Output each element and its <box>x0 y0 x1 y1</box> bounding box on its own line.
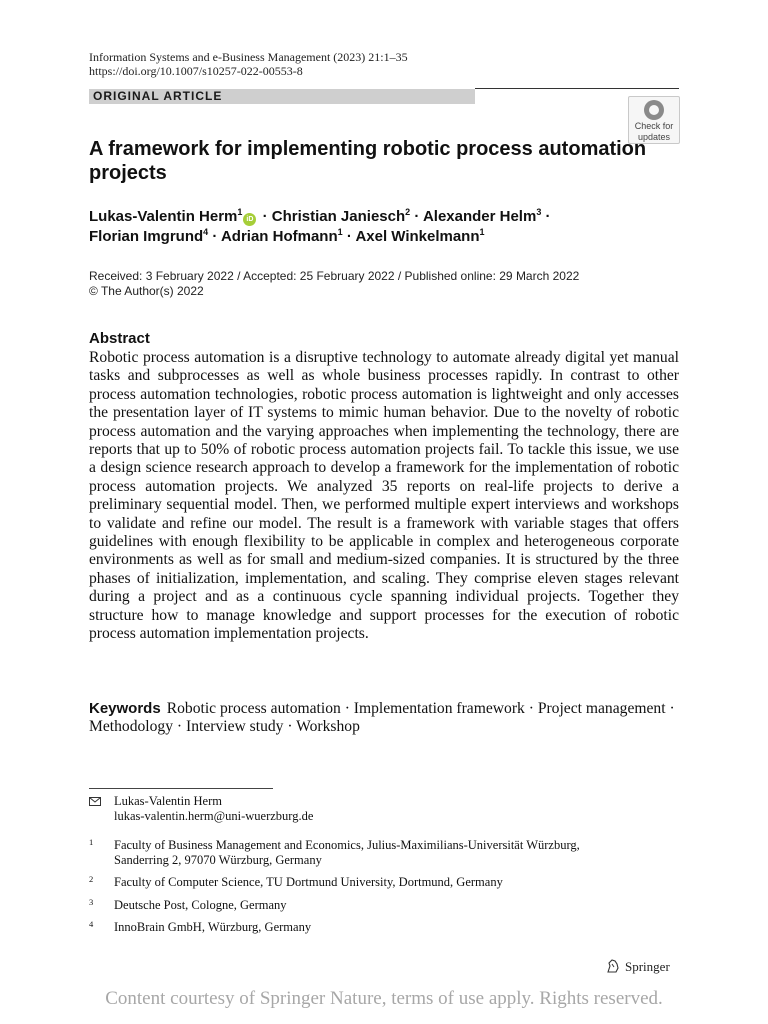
affiliation-number: 1 <box>89 837 94 847</box>
keywords-text: Robotic process automation · Implementation framework · Project management · Methodology · Interview study · Workshop <box>89 700 675 736</box>
affiliation-number: 2 <box>89 874 94 884</box>
doi-link[interactable]: https://doi.org/10.1007/s10257-022-00553-8 <box>89 64 303 78</box>
journal-citation: Information Systems and e-Business Management (2023) 21:1–35 <box>89 50 408 64</box>
corresponding-author-email[interactable]: lukas-valentin.herm@uni-wuerzburg.de <box>114 809 314 823</box>
author-name[interactable]: Florian Imgrund <box>89 228 204 245</box>
author-name[interactable]: Alexander Helm <box>422 208 537 225</box>
abstract-text: Robotic process automation is a disruptive technology to automate already digital yet manual tasks and subprocesses as well as whole business processes rapidly. In contrast to other process automation technologies, robotic process automation is lightweight and only accesses the presentation layer of IT systems to mimic human behavior. Due to the novelty of robotic process automation and the varying approaches when implementing the technology, there are reports that up to 50% of robotic process automation projects fail. To tackle this issue, we use a design science research approach to develop a framework for the implementation of robotic process automation projects. We analyzed 35 reports on real-life projects to derive a preliminary sequential model. Then, we performed multiple expert interviews and workshops to validate and refine our model. The result is a framework with variable stages that offers guidelines with enough flexibility to be applicable in complex and heterogeneous corporate environments as well as for small and medium-sized companies. It is structured by the three phases of initialization, implementation, and scaling. They comprise eleven stages relevant during a project and as a continuous cycle spanning individual projects. Together they structure how to manage knowledge and support processes for the execution of robotic process automation implementation projects. <box>89 349 679 643</box>
affiliation-number: 4 <box>89 919 94 929</box>
title-line-2: projects <box>89 162 167 184</box>
affiliation-text: Faculty of Business Management and Economics, Julius-Maximilians-Universität Würzburg, <box>114 838 580 852</box>
publication-dates <box>89 269 579 299</box>
check-updates-label-2: updates <box>637 132 671 142</box>
affiliation-text: Deutsche Post, Cologne, Germany <box>114 898 287 912</box>
author-name[interactable]: Axel Winkelmann <box>355 228 480 245</box>
article-title <box>89 137 649 185</box>
copyright-line: © The Author(s) 2022 <box>89 284 204 298</box>
title-line-1: A framework for implementing robotic process automation <box>89 138 647 160</box>
author-affiliation-sup: 3 <box>536 207 542 217</box>
correspondence <box>89 794 313 824</box>
corresponding-author-name: Lukas-Valentin Herm <box>114 794 222 808</box>
abstract-heading: Abstract <box>89 330 150 347</box>
courtesy-watermark: Content courtesy of Springer Nature, terms of use apply. Rights reserved. <box>105 988 663 1009</box>
springer-horse-icon <box>605 958 621 974</box>
author-affiliation-sup: 2 <box>405 207 411 217</box>
envelope-icon <box>89 797 101 806</box>
keywords-heading: Keywords <box>89 700 161 717</box>
publisher-name: Springer <box>625 959 670 974</box>
affiliation-item <box>89 838 649 868</box>
check-updates-label: Check for <box>634 121 674 131</box>
footnote-rule <box>89 788 273 789</box>
author-name[interactable]: Lukas-Valentin Herm <box>89 208 238 225</box>
author-affiliation-sup: 4 <box>203 227 209 237</box>
keywords-block <box>89 700 679 737</box>
author-line-2: Florian Imgrund$^4$ · Adrian Hofmann$^1$ · Axel Winkelmann$^1$ <box>89 227 485 245</box>
check-updates-icon <box>644 100 664 120</box>
author-name[interactable]: Adrian Hofmann <box>220 228 338 245</box>
author-list <box>89 207 649 247</box>
affiliation-text: Faculty of Computer Science, TU Dortmund University, Dortmund, Germany <box>114 875 503 889</box>
author-name[interactable]: Christian Janiesch <box>271 208 406 225</box>
header-rule <box>475 88 679 89</box>
affiliation-text: InnoBrain GmbH, Würzburg, Germany <box>114 920 312 934</box>
orcid-icon[interactable]: iD <box>243 213 256 226</box>
affiliation-text-2: Sanderring 2, 97070 Würzburg, Germany <box>114 853 322 867</box>
affiliation-number: 3 <box>89 897 94 907</box>
affiliation-item <box>89 875 649 890</box>
article-type-label: ORIGINAL ARTICLE <box>89 89 475 104</box>
affiliation-item <box>89 898 649 913</box>
dates-line: Received: 3 February 2022 / Accepted: 25 February 2022 / Published online: 29 March 2022 <box>89 269 580 283</box>
author-affiliation-sup: 1 <box>337 227 343 237</box>
affiliation-item <box>89 920 649 935</box>
publisher-logo <box>605 958 670 975</box>
author-affiliation-sup: 1 <box>237 207 243 217</box>
author-affiliation-sup: 1 <box>479 227 485 237</box>
author-line-1: Lukas-Valentin Herm$^1$iD · Christian Janiesch$^2$ · Alexander Helm$^3$ · <box>89 207 551 225</box>
